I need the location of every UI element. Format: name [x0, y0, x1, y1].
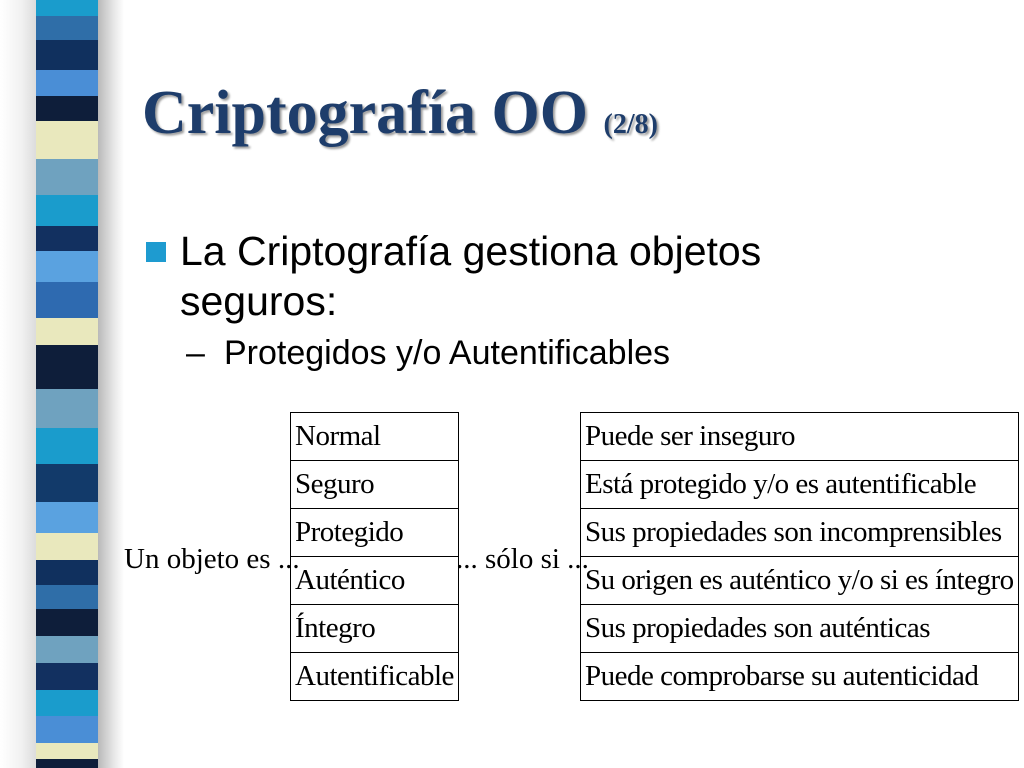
stripe-segment	[36, 318, 98, 345]
stripe-segment	[36, 716, 98, 743]
condition-cell: Sus propiedades son incomprensibles	[581, 509, 1019, 557]
stripe-segment	[36, 121, 98, 159]
stripe-segment	[36, 560, 98, 585]
table-row	[291, 413, 459, 461]
stripe-segment	[36, 159, 98, 195]
table-row	[581, 509, 1019, 557]
object-type-cell: Autentificable	[291, 653, 459, 701]
object-type-cell: Protegido	[291, 509, 459, 557]
table-row	[581, 653, 1019, 701]
bullet-square-icon	[146, 242, 166, 262]
object-type-cell: Auténtico	[291, 557, 459, 605]
stripe-segment	[36, 743, 98, 759]
stripe-segment	[36, 251, 98, 282]
stripe-segment	[36, 759, 98, 768]
object-types-table	[290, 412, 459, 701]
table-row	[581, 461, 1019, 509]
object-type-cell: Seguro	[291, 461, 459, 509]
stripe-segment	[36, 502, 98, 533]
title-text: Criptografía OO	[142, 79, 588, 147]
stripe-segment	[36, 0, 98, 16]
stripe-segment	[36, 533, 98, 560]
stripe-segment	[36, 70, 98, 95]
condition-cell: Puede comprobarse su autenticidad	[581, 653, 1019, 701]
conditions-table	[580, 412, 1019, 701]
sub-bullet	[186, 334, 670, 373]
table-row	[581, 413, 1019, 461]
dash-icon: –	[186, 334, 205, 372]
stripe-segment	[36, 40, 98, 71]
stripe-segment	[36, 16, 98, 39]
object-type-cell: Íntegro	[291, 605, 459, 653]
stripe-segment	[36, 428, 98, 464]
stripe-shadow	[98, 0, 124, 768]
stripe-segment	[36, 690, 98, 715]
condition-cell: Sus propiedades son auténticas	[581, 605, 1019, 653]
sub-bullet-text: Protegidos y/o Autentificables	[224, 334, 671, 372]
condition-cell: Puede ser inseguro	[581, 413, 1019, 461]
title-page-indicator: (2/8)	[603, 109, 658, 140]
table-row	[291, 509, 459, 557]
stripe-segment	[36, 663, 98, 690]
stripe-segment	[36, 464, 98, 502]
stripe-segment	[36, 585, 98, 608]
stripe-segment	[36, 609, 98, 636]
slide-title	[142, 78, 658, 149]
table-row	[291, 557, 459, 605]
object-type-cell: Normal	[291, 413, 459, 461]
stripe-segment	[36, 389, 98, 429]
table-row	[581, 557, 1019, 605]
table-row	[291, 461, 459, 509]
table-row	[581, 605, 1019, 653]
stripe-segment	[36, 195, 98, 226]
table-row	[291, 653, 459, 701]
stripe-segment	[36, 345, 98, 388]
decorative-stripe-bar	[36, 0, 98, 768]
table-row	[291, 605, 459, 653]
stripe-segment	[36, 96, 98, 121]
left-connector-label: Un objeto es ...	[124, 543, 300, 575]
main-bullet: La Criptografía gestiona objetos seguros:	[180, 228, 762, 324]
stripe-segment	[36, 226, 98, 251]
stripe-segment	[36, 636, 98, 663]
stripe-segment	[36, 282, 98, 318]
condition-cell: Está protegido y/o es autentificable	[581, 461, 1019, 509]
condition-cell: Su origen es auténtico y/o si es íntegro	[581, 557, 1019, 605]
slide-left-shade	[0, 0, 36, 768]
middle-connector-label: ... sólo si ...	[456, 543, 589, 575]
